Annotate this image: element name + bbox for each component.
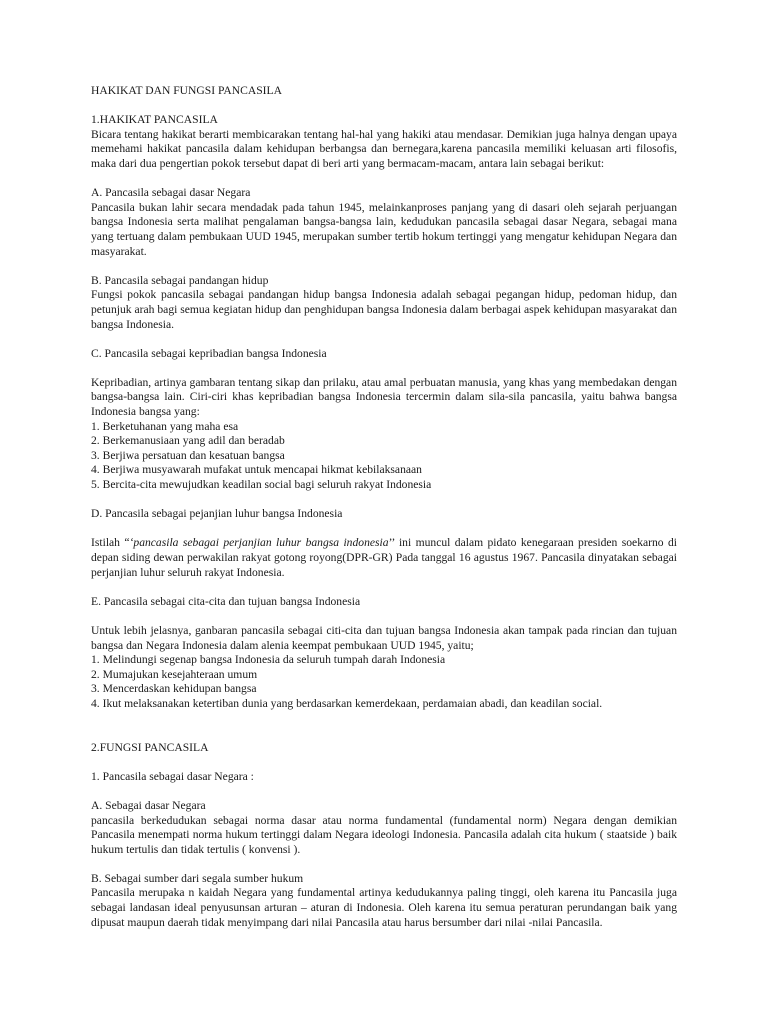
list-item: 3. Berjiwa persatuan dan kesatuan bangsa: [91, 448, 285, 462]
document-title: HAKIKAT DAN FUNGSI PANCASILA: [91, 84, 282, 97]
subsection-1b-body: Fungsi pokok pancasila sebagai pandangan hidup bangsa Indonesia adalah sebagai pegangan hidup, pedoman hidup, dan petunjuk arah bagi semua kegiatan hidup dan penghidupan bangsa Indonesia dalam berbagai aspek kehidupan masyarakat dan bangsa Indonesia.: [91, 288, 677, 331]
subsection-2-1: [91, 770, 677, 785]
subsection-2a: [91, 799, 677, 857]
list-item: 2. Mumajukan kesejahteraan umum: [91, 667, 258, 681]
subsection-1e-heading: E. Pancasila sebagai cita-cita dan tujuan bangsa Indonesia: [91, 594, 361, 608]
subsection-1e-body: Untuk lebih jelasnya, ganbaran pancasila sebagai citi-cita dan tujuan bangsa Indonesia akan tampak pada rincian dan tujuan bangsa dan Negara Indonesia dalam alenia keempat pembukaan UUD 1945, yaitu;: [91, 623, 677, 652]
subsection-1c-list: [91, 420, 677, 493]
subsection-1a-body: Pancasila bukan lahir secara mendadak pada tahun 1945, melainkanproses panjang yang di dasari oleh sejarah perjuangan bangsa Indonesia serta malihat pengalaman bangsa-bangsa lain, kedudukan pancasila sebagai dasar Negara, sebagai mana yang tertuang dalam pembukaan UUD 1945, merupakan sumber tertib hokum tertinggi yang mengatur kehidupan Negara dan masyarakat.: [91, 200, 677, 258]
section-2-title: 2.FUNGSI PANCASILA: [91, 740, 209, 754]
subsection-1c-heading: C. Pancasila sebagai kepribadian bangsa Indonesia: [91, 346, 327, 360]
subsection-1e: [91, 595, 677, 712]
list-item: 5. Bercita-cita mewujudkan keadilan social bagi seluruh rakyat Indonesia: [91, 478, 432, 492]
subsection-1b-heading: B. Pancasila sebagai pandangan hidup: [91, 273, 269, 287]
subsection-2b: [91, 872, 677, 930]
list-item: 2. Berkemanusiaan yang adil dan beradab: [91, 434, 285, 448]
subsection-1d-body-lead: Istilah “: [91, 536, 130, 550]
subsection-1d: [91, 507, 677, 580]
subsection-2-1-heading: 1. Pancasila sebagai dasar Negara :: [91, 769, 254, 783]
subsection-1c: [91, 347, 677, 493]
document-body: [91, 84, 677, 930]
subsection-1d-body-italic: ‘pancasila sebagai perjanjian luhur bangsa indonesia: [129, 536, 389, 550]
subsection-2a-body: pancasila berkedudukan sebagai norma dasar atau norma fundamental (fundamental norm) Negara dengan demikian Pancasila menempati norma hukum tertinggi dalam Negara ideologi Indonesia. Pancasila adalah cita hukum ( staatside ) baik hukum tertulis dan tidak tertulis ( konvensi ).: [91, 813, 677, 856]
list-item: 4. Ikut melaksanakan ketertiban dunia yang berdasarkan kemerdekaan, perdamaian abadi, dan keadilan social.: [91, 696, 603, 710]
list-item: 1. Melindungi segenap bangsa Indonesia da seluruh tumpah darah Indonesia: [91, 653, 446, 667]
section-1-intro: Bicara tentang hakikat berarti membicarakan tentang hal-hal yang hakiki atau mendasar. Demikian juga halnya dengan upaya memehami hakikat pancasila dalam kehidupan berbangsa dan bernegara,karena pancasila memiliki keluasan arti filosofis, maka dari dua pengertian pokok tersebut dapat di beri arti yang bermacam-macam, antara lain sebagai berikut:: [91, 127, 677, 170]
subsection-1d-heading: D. Pancasila sebagai pejanjian luhur bangsa Indonesia: [91, 507, 343, 521]
subsection-1b: [91, 274, 677, 332]
subsection-1d-body-rest: ’’ ini muncul dalam pidato kenegaraan presiden soekarno di depan siding dewan perwakilan rakyat gotong royong(DPR-GR) Pada tanggal 16 agustus 1967. Pancasila dinyatakan sebagai perjanjian luhur seluruh rakyat Indonesia.: [91, 536, 678, 579]
list-item: 1. Berketuhanan yang maha esa: [91, 419, 239, 433]
subsection-1d-body: [91, 536, 677, 580]
subsection-1a-heading: A. Pancasila sebagai dasar Negara: [91, 186, 251, 200]
list-item: 4. Berjiwa musyawarah mufakat untuk mencapai hikmat kebilaksanaan: [91, 463, 422, 477]
subsection-1c-body: Kepribadian, artinya gambaran tentang sikap dan prilaku, atau amal perbuatan manusia, yang khas yang membedakan dengan bangsa-bangsa lain. Ciri-ciri khas kepribadian bangsa Indonesia tercermin dalam sila-sila pancasila, yaitu bahwa bangsa Indonesia bangsa yang:: [91, 375, 677, 419]
subsection-1e-list: [91, 653, 677, 711]
list-item: 3. Mencerdaskan kehidupan bangsa: [91, 682, 257, 696]
subsection-2b-body: Pancasila merupaka n kaidah Negara yang fundamental artinya kedudukannya paling tinggi, oleh karena itu Pancasila juga sebagai landasan ideal penyusunsan arturan – aturan di Indonesia. Oleh karena itu semua peraturan perundangan baik yang dipusat maupun daerah tidak menyimpang dari nilai Pancasila atau harus bersumber dari nilai -nilai Pancasila.: [91, 886, 677, 929]
subsection-1a: [91, 186, 677, 259]
section-1-title: 1.HAKIKAT PANCASILA: [91, 113, 218, 127]
subsection-2b-heading: B. Sebagai sumber dari segala sumber hukum: [91, 871, 304, 885]
subsection-2a-heading: A. Sebagai dasar Negara: [91, 798, 206, 812]
